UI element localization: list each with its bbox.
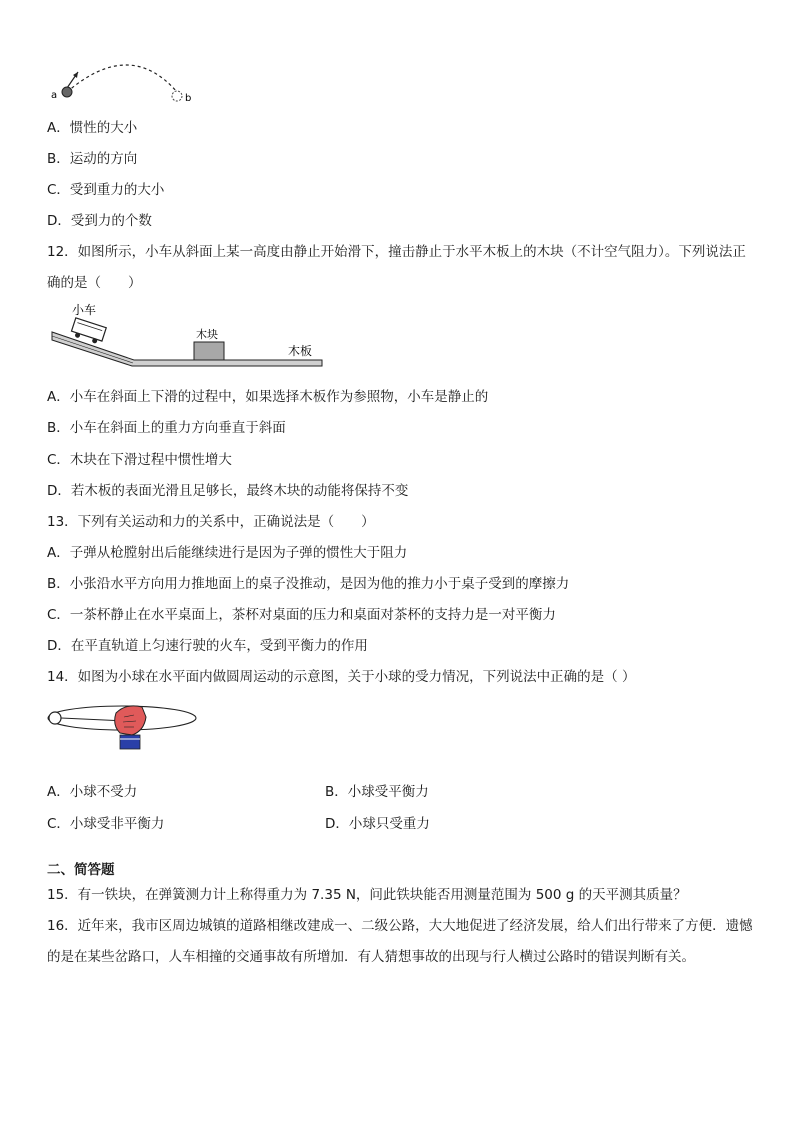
q12-option-c: C．木块在下滑过程中惯性增大	[47, 452, 232, 468]
q14-option-d: D．小球只受重力	[325, 816, 430, 832]
q12-option-d: D．若木板的表面光滑且足够长，最终木块的动能将保持不变	[47, 483, 409, 499]
q13-option-a: A．子弹从枪膛射出后能继续进行是因为子弹的惯性大于阻力	[47, 545, 408, 561]
q15-text: 15．有一铁块，在弹簧测力计上称得重力为 7.35 N，问此铁块能否用测量范围为 500 g 的天平测其质量？	[47, 887, 687, 903]
section-title: 二、简答题	[47, 862, 115, 878]
label-a: a	[51, 90, 58, 101]
q16-text: 16．近年来，我市区周边城镇的道路相继改建成一、二级公路，大大地促进了经济发展，给人们出行带来了方便．遗憾的是在某些岔路口，人车相撞的交通事故有所增加．有人猜想事故的出现与行人横过公路时的错误判断有关。	[47, 918, 753, 965]
q13-option-b: B．小张沿水平方向用力推地面上的桌子没推动，是因为他的推力小于桌子受到的摩擦力	[47, 576, 570, 592]
q12-option-a: A．小车在斜面上下滑的过程中，如果选择木板作为参照物，小车是静止的	[47, 389, 489, 405]
board-label: 木板	[288, 344, 313, 358]
q11-option-c: C．受到重力的大小	[47, 182, 165, 198]
label-b: b	[185, 93, 192, 104]
q11-option-d: D．受到力的个数	[47, 213, 152, 229]
q14-option-c: C．小球受非平衡力	[47, 816, 165, 832]
projectile-figure	[45, 48, 205, 108]
q14-stem: 14．如图为小球在水平面内做圆周运动的示意图，关于小球的受力情况，下列说法中正确的是（ ）	[47, 669, 636, 685]
circular-motion-figure	[46, 703, 201, 753]
q14-option-a: A．小球不受力	[47, 784, 138, 800]
incline-figure	[52, 300, 327, 372]
q12-option-b: B．小车在斜面上的重力方向垂直于斜面	[47, 420, 286, 436]
q13-stem: 13．下列有关运动和力的关系中，正确说法是（ ）	[47, 514, 375, 530]
q13-option-d: D．在平直轨道上匀速行驶的火车，受到平衡力的作用	[47, 638, 368, 654]
q13-option-c: C．一茶杯静止在水平桌面上，茶杯对桌面的压力和桌面对茶杯的支持力是一对平衡力	[47, 607, 556, 623]
q11-option-b: B．运动的方向	[47, 151, 138, 167]
cart-label: 小车	[72, 303, 97, 317]
q11-option-a: A．惯性的大小	[47, 120, 138, 136]
block-label: 木块	[196, 328, 218, 341]
q12-stem: 12．如图所示，小车从斜面上某一高度由静止开始滑下，撞击静止于水平木板上的木块（不计空气阻力）。下列说法正确的是（ ）	[47, 244, 746, 291]
q14-option-b: B．小球受平衡力	[325, 784, 429, 800]
